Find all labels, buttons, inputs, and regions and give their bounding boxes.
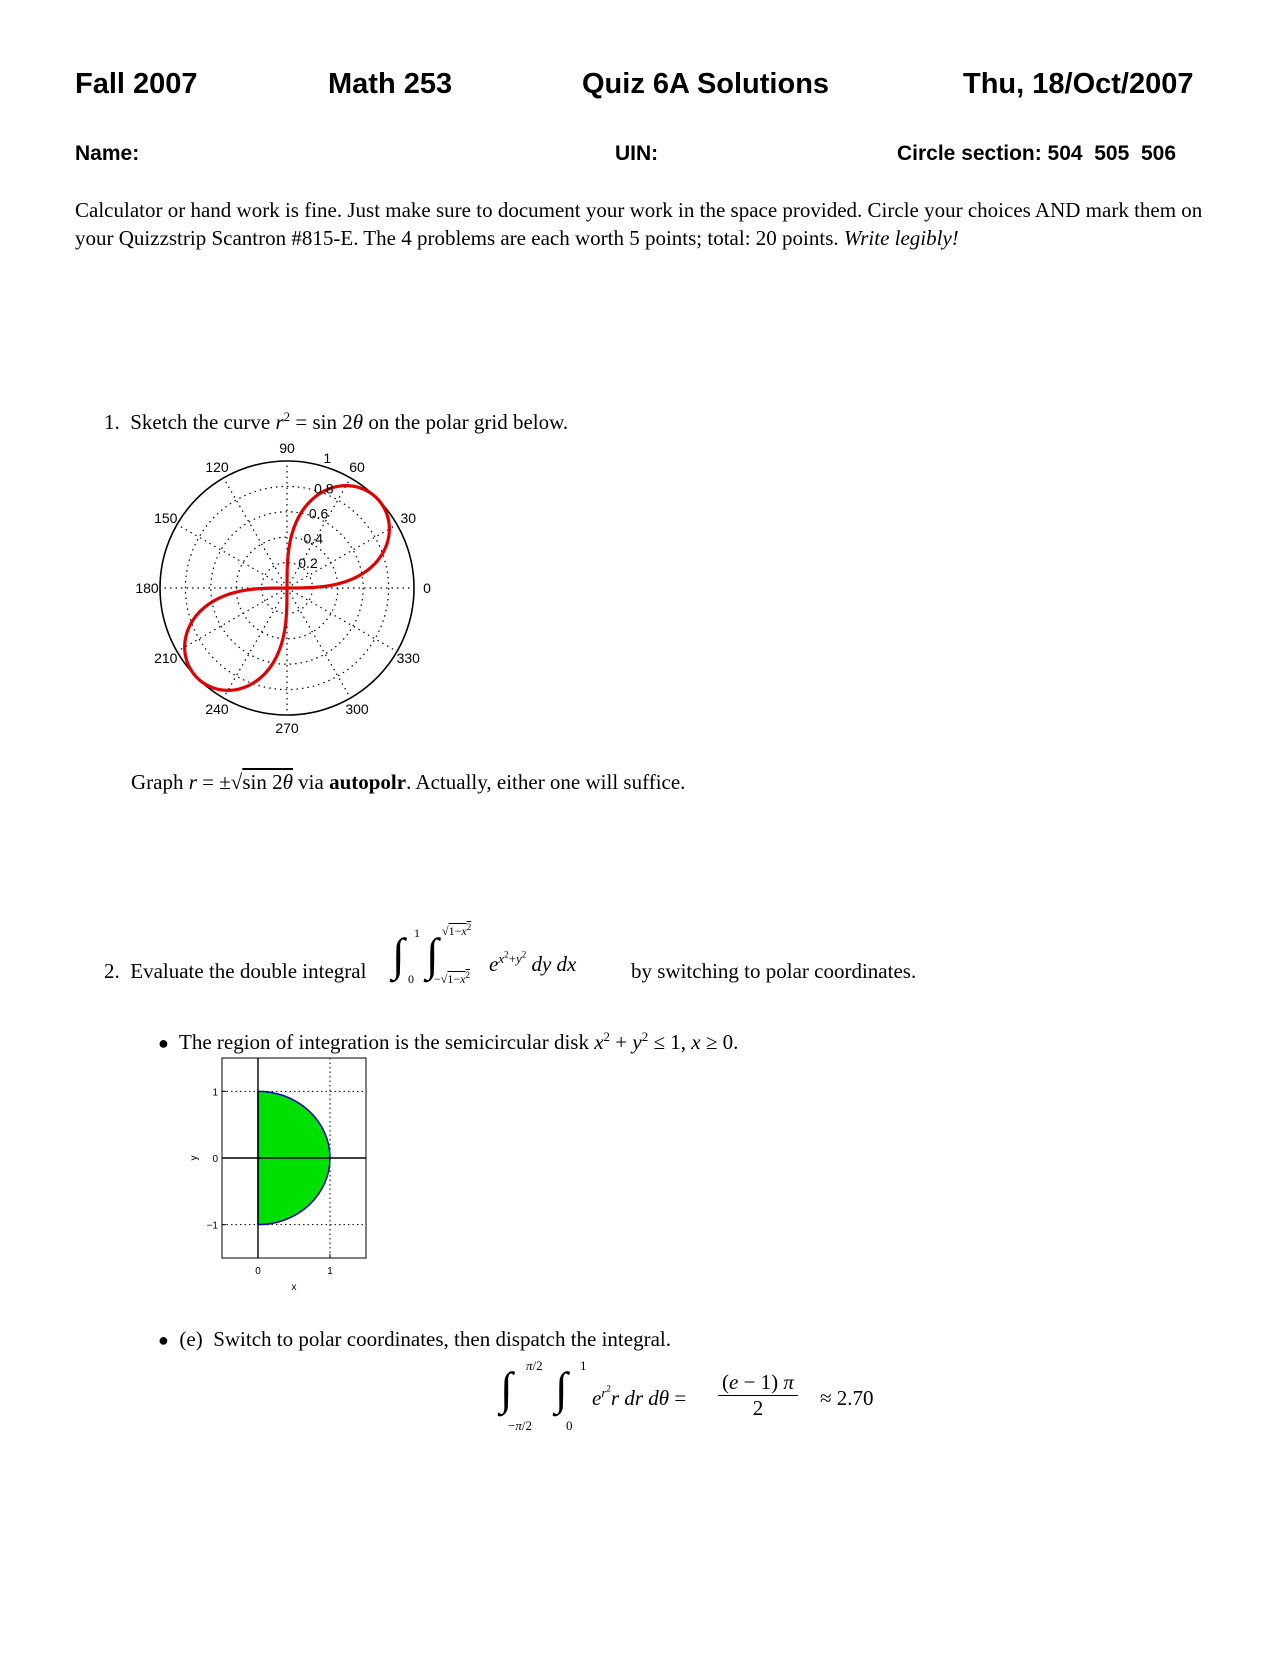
problem1-answer-pre: Graph	[131, 770, 184, 794]
problem1-answer-equation: r = ±√sin 2θ	[188, 770, 293, 794]
bullet-polar: ● (e) Switch to polar coordinates, then dispatch the integral.	[158, 1327, 671, 1351]
term: Fall 2007	[75, 68, 198, 100]
problem2-prompt-text: Evaluate the double integral	[130, 959, 367, 983]
x-tick-label: 0	[255, 1266, 261, 1277]
course: Math 253	[328, 68, 453, 100]
radius-label: 0.8	[314, 480, 334, 497]
y-tick-label: 0	[212, 1154, 218, 1165]
angle-label: 180	[135, 580, 159, 596]
angle-label: 240	[205, 701, 229, 718]
angle-label: 330	[396, 650, 420, 666]
result-fraction: $\frac{(e - 1) \pi}{2}$	[718, 1370, 798, 1421]
bullet-polar-label: (e)	[179, 1327, 203, 1351]
section-label: Circle section: 504 505 506	[897, 142, 1176, 165]
name-label: Name:	[75, 142, 140, 165]
radius-label: 0.2	[298, 555, 318, 572]
problem1-answer-tool: autopolr	[329, 770, 407, 794]
angle-label: 0	[423, 580, 431, 596]
radius-label: 1	[323, 449, 332, 466]
problem1-equation: $r^2 = \sin 2\theta$	[275, 409, 364, 434]
angle-label: 30	[400, 510, 417, 526]
problem2-number: 2.	[104, 959, 120, 983]
x-tick-label: 1	[327, 1266, 333, 1277]
problem1-prompt-pre: Sketch the curve	[130, 410, 271, 434]
quiz-date: Thu, 18/Oct/2007	[963, 68, 1194, 100]
problem1-answer	[131, 768, 685, 796]
result-approx: ≈ 2.70	[820, 1386, 874, 1410]
angle-label: 120	[205, 458, 229, 475]
problem1-answer-post: . Actually, either one will suffice.	[406, 770, 686, 794]
problem2-prompt-pre	[104, 957, 366, 985]
angle-label: 270	[275, 720, 299, 736]
angle-label: 60	[349, 458, 365, 475]
y-tick-label: 1	[212, 1087, 218, 1099]
bullet-region-text: The region of integration is the semicircular disk	[179, 1030, 589, 1054]
problem2-prompt-post: by switching to polar coordinates.	[631, 959, 917, 983]
uin-label: UIN:	[615, 142, 659, 165]
polar-spoke	[287, 588, 397, 652]
x-axis-label: x	[291, 1282, 297, 1293]
instructions-emphasis: Write legibly!	[843, 226, 959, 250]
problem1-answer-mid: via	[298, 770, 324, 794]
polar-plot	[125, 440, 445, 750]
angle-label: 210	[154, 650, 178, 666]
instructions	[75, 196, 1205, 252]
y-tick-label: −1	[206, 1220, 218, 1232]
polar-spoke	[287, 588, 351, 698]
angle-label: 90	[279, 440, 295, 456]
region-inequality: $x^2 + y^2 \le 1$, x ≥ 0.	[594, 1029, 739, 1054]
polar-spoke	[177, 525, 287, 589]
polar-integral: ∫ π/2 −π/2 ∫ 1 0 $e^{r^2}r$ dr dθ = $\frac{(e - 1) \pi}{2}$ ≈ 2.70	[500, 1358, 874, 1433]
problem1-prompt-post: on the polar grid below.	[368, 410, 569, 434]
bullet-region: ● The region of integration is the semicircular disk $x^2 + y^2 \le 1$, x ≥ 0.	[158, 1029, 739, 1054]
polar-spoke	[224, 478, 288, 588]
page-title: Quiz 6A Solutions	[582, 68, 830, 100]
instructions-text: Calculator or hand work is fine. Just make sure to document your work in the space provided. Circle your choices AND mark them on your Quizzstrip Scantron #815-E. The 4 problems are each worth 5 points; total: 20 points.	[75, 198, 1203, 250]
bullet-polar-text: Switch to polar coordinates, then dispatch the integral.	[213, 1327, 671, 1351]
angle-label: 150	[154, 510, 178, 526]
problem1-number: 1.	[104, 410, 120, 434]
region-plot	[180, 1050, 380, 1315]
problem1-prompt	[104, 408, 568, 436]
y-axis-label: y	[189, 1155, 200, 1161]
radius-label: 0.4	[303, 530, 324, 547]
radius-label: 0.6	[308, 505, 329, 522]
angle-label: 300	[345, 701, 369, 718]
